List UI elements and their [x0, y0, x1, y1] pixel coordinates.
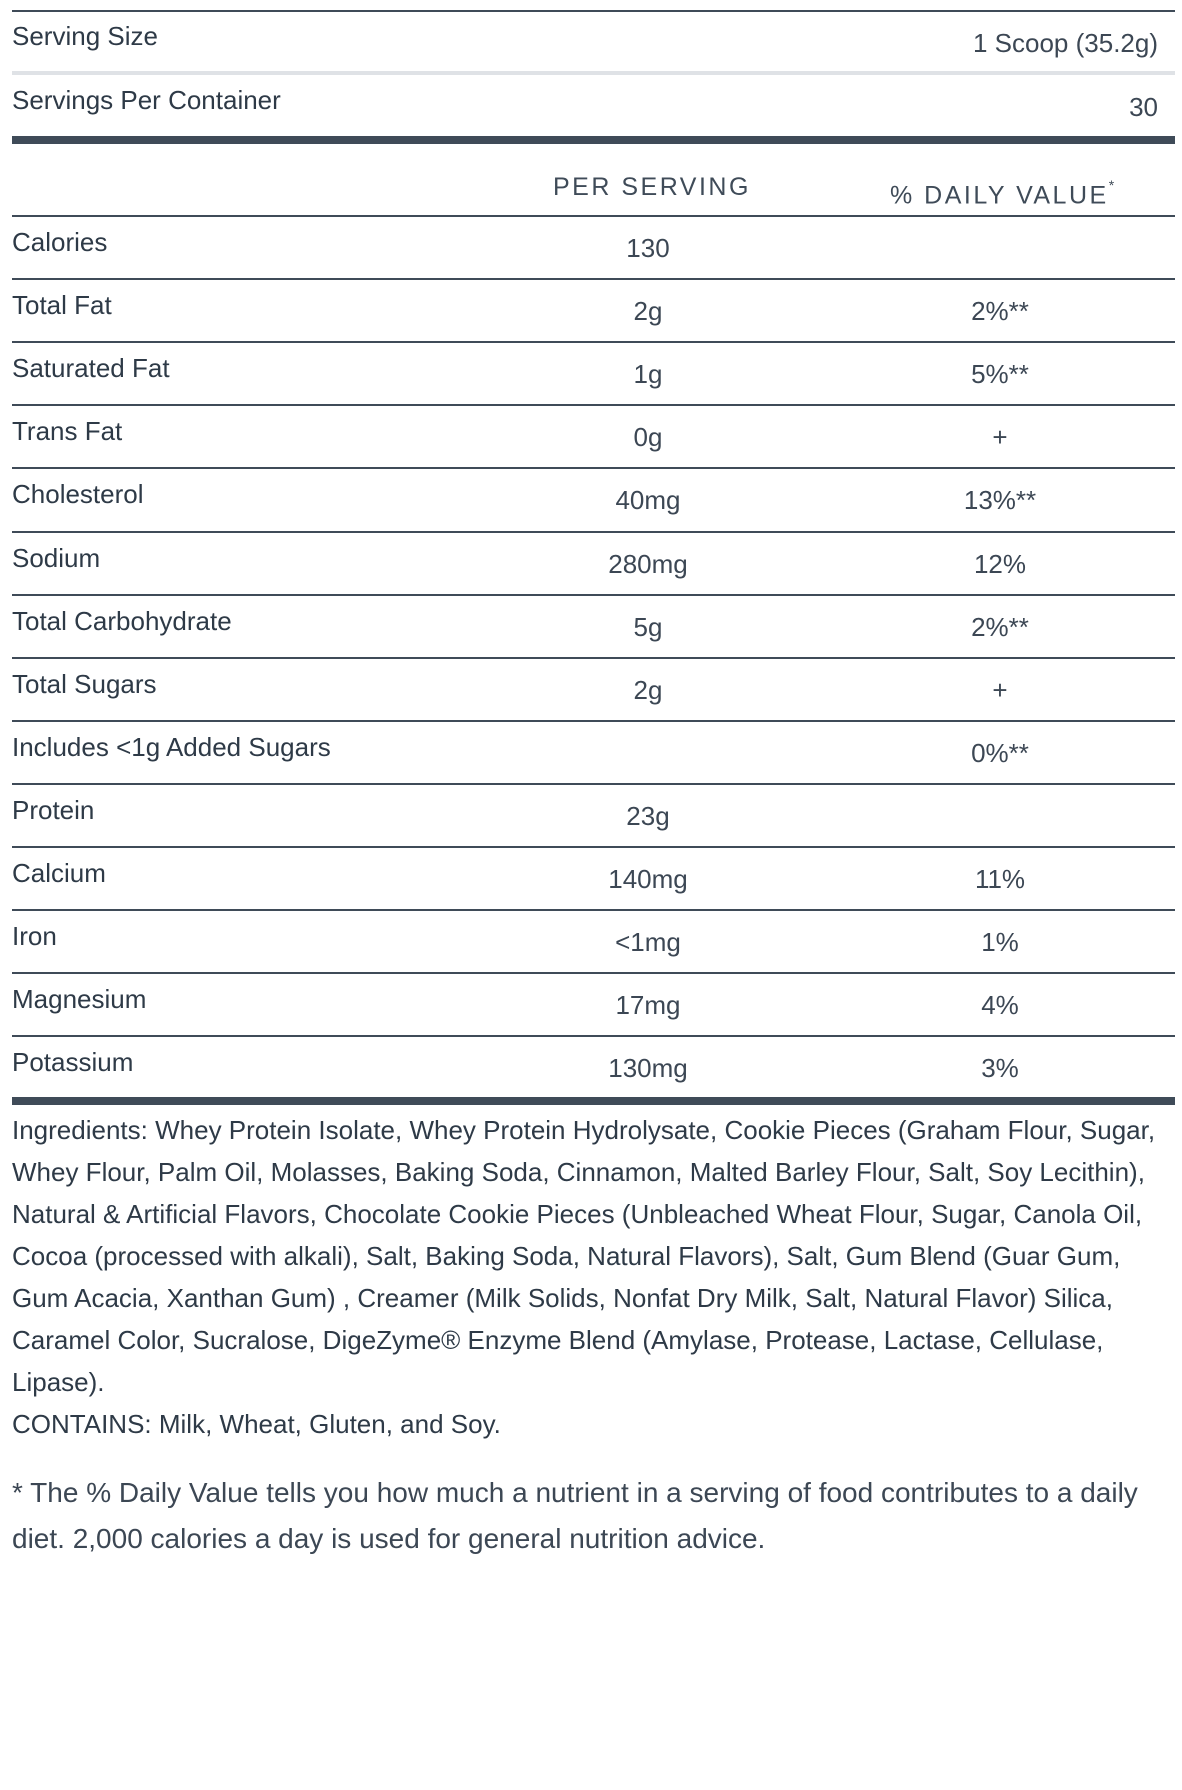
ingredients-label: Ingredients:	[12, 1115, 148, 1145]
nutrient-daily-value: +	[992, 675, 1008, 705]
nutrient-daily-value: 2%**	[971, 612, 1029, 642]
nutrient-name: Protein	[12, 795, 95, 825]
nutrient-per-serving: <1mg	[615, 927, 681, 957]
nutrient-name: Sodium	[12, 543, 101, 573]
daily-value-header	[890, 173, 1115, 211]
nutrient-daily-value: 0%**	[971, 738, 1029, 768]
row-divider	[12, 531, 1175, 533]
row-divider	[12, 972, 1175, 974]
row-divider	[12, 467, 1175, 469]
nutrient-per-serving: 40mg	[615, 485, 681, 515]
ingredients-text: Whey Protein Isolate, Whey Protein Hydrolysate, Cookie Pieces (Graham Flour, Sugar, Whey Flour, Palm Oil, Molasses, Baking Soda, Cinnamon, Malted Barley Flour, Salt, Soy Lecithin), Natural & Artificial Flavors, Chocolate Cookie Pieces (Unbleached Wheat Flour, Sugar, Canola Oil, Cocoa (processed with alkali), Salt, Baking Soda, Natural Flavors), Salt, Gum Blend (Guar Gum, Gum Acacia, Xanthan Gum) , Creamer (Milk Solids, Nonfat Dry Milk, Salt, Natural Flavor) Silica, Caramel Color, Sucralose, DigeZyme® Enzyme Blend (Amylase, Protease, Lactase, Cellulase, Lipase).	[12, 1115, 1156, 1397]
contains-text: Milk, Wheat, Gluten, and Soy.	[158, 1409, 501, 1439]
nutrient-per-serving: 23g	[626, 801, 670, 831]
nutrient-per-serving: 1g	[633, 359, 663, 389]
nutrient-name: Total Sugars	[12, 669, 157, 699]
serving-size-value: 1 Scoop (35.2g)	[972, 28, 1158, 58]
nutrient-name: Total Carbohydrate	[12, 606, 232, 636]
nutrient-name: Cholesterol	[12, 479, 144, 509]
row-divider	[12, 341, 1175, 343]
servings-per-container-value: 30	[1129, 92, 1158, 122]
nutrient-daily-value: 5%**	[971, 359, 1029, 389]
nutrient-name: Trans Fat	[12, 416, 123, 446]
row-divider	[12, 783, 1175, 785]
row-divider	[12, 404, 1175, 406]
nutrient-daily-value: 2%**	[971, 296, 1029, 326]
serving-divider	[12, 71, 1175, 75]
daily-value-header-text: % DAILY VALUE	[890, 181, 1109, 210]
nutrient-daily-value: 13%**	[963, 485, 1037, 515]
nutrient-name: Calories	[12, 227, 108, 257]
daily-value-footnote: * The % Daily Value tells you how much a nutrient in a serving of food contributes to a daily diet. 2,000 calories a day is used for general nutrition advice.	[12, 1477, 1138, 1554]
contains-block	[12, 1403, 1175, 1445]
row-divider	[12, 215, 1175, 217]
nutrient-name: Potassium	[12, 1047, 134, 1077]
nutrient-per-serving: 280mg	[608, 549, 688, 579]
nutrient-per-serving: 130mg	[608, 1053, 688, 1083]
nutrient-daily-value: 11%	[974, 864, 1026, 894]
nutrient-daily-value: 12%	[973, 549, 1027, 579]
top-divider	[12, 10, 1175, 12]
daily-value-header-mark: *	[1108, 177, 1115, 193]
nutrient-per-serving: 140mg	[608, 864, 688, 894]
per-serving-header: PER SERVING	[553, 173, 751, 201]
contains-label: CONTAINS:	[12, 1409, 152, 1439]
nutrient-per-serving: 5g	[633, 612, 663, 642]
ingredients-block	[12, 1109, 1175, 1403]
row-divider	[12, 594, 1175, 596]
nutrient-name: Magnesium	[12, 984, 147, 1014]
nutrient-per-serving: 2g	[633, 296, 663, 326]
nutrient-per-serving: 2g	[633, 675, 663, 705]
row-divider	[12, 909, 1175, 911]
serving-size-label: Serving Size	[12, 21, 158, 51]
nutrient-name: Includes <1g Added Sugars	[12, 732, 331, 762]
nutrient-name: Iron	[12, 921, 57, 951]
nutrient-name: Saturated Fat	[12, 353, 170, 383]
nutrient-name: Calcium	[12, 858, 106, 888]
servings-per-container-label: Servings Per Container	[12, 85, 281, 115]
nutrient-daily-value: 1%	[981, 927, 1019, 957]
nutrient-daily-value: 3%	[981, 1053, 1019, 1083]
nutrient-daily-value: 4%	[981, 990, 1019, 1020]
row-divider	[12, 657, 1175, 659]
row-divider	[12, 1035, 1175, 1037]
row-divider	[12, 720, 1175, 722]
nutrient-per-serving: 0g	[633, 422, 663, 452]
row-divider	[12, 846, 1175, 848]
thick-divider-bottom	[12, 1097, 1175, 1105]
nutrient-daily-value: +	[992, 422, 1008, 452]
thick-divider-top	[12, 136, 1175, 144]
nutrient-name: Total Fat	[12, 290, 112, 320]
row-divider	[12, 278, 1175, 280]
nutrient-per-serving: 130	[626, 233, 670, 263]
nutrient-per-serving: 17mg	[615, 990, 681, 1020]
